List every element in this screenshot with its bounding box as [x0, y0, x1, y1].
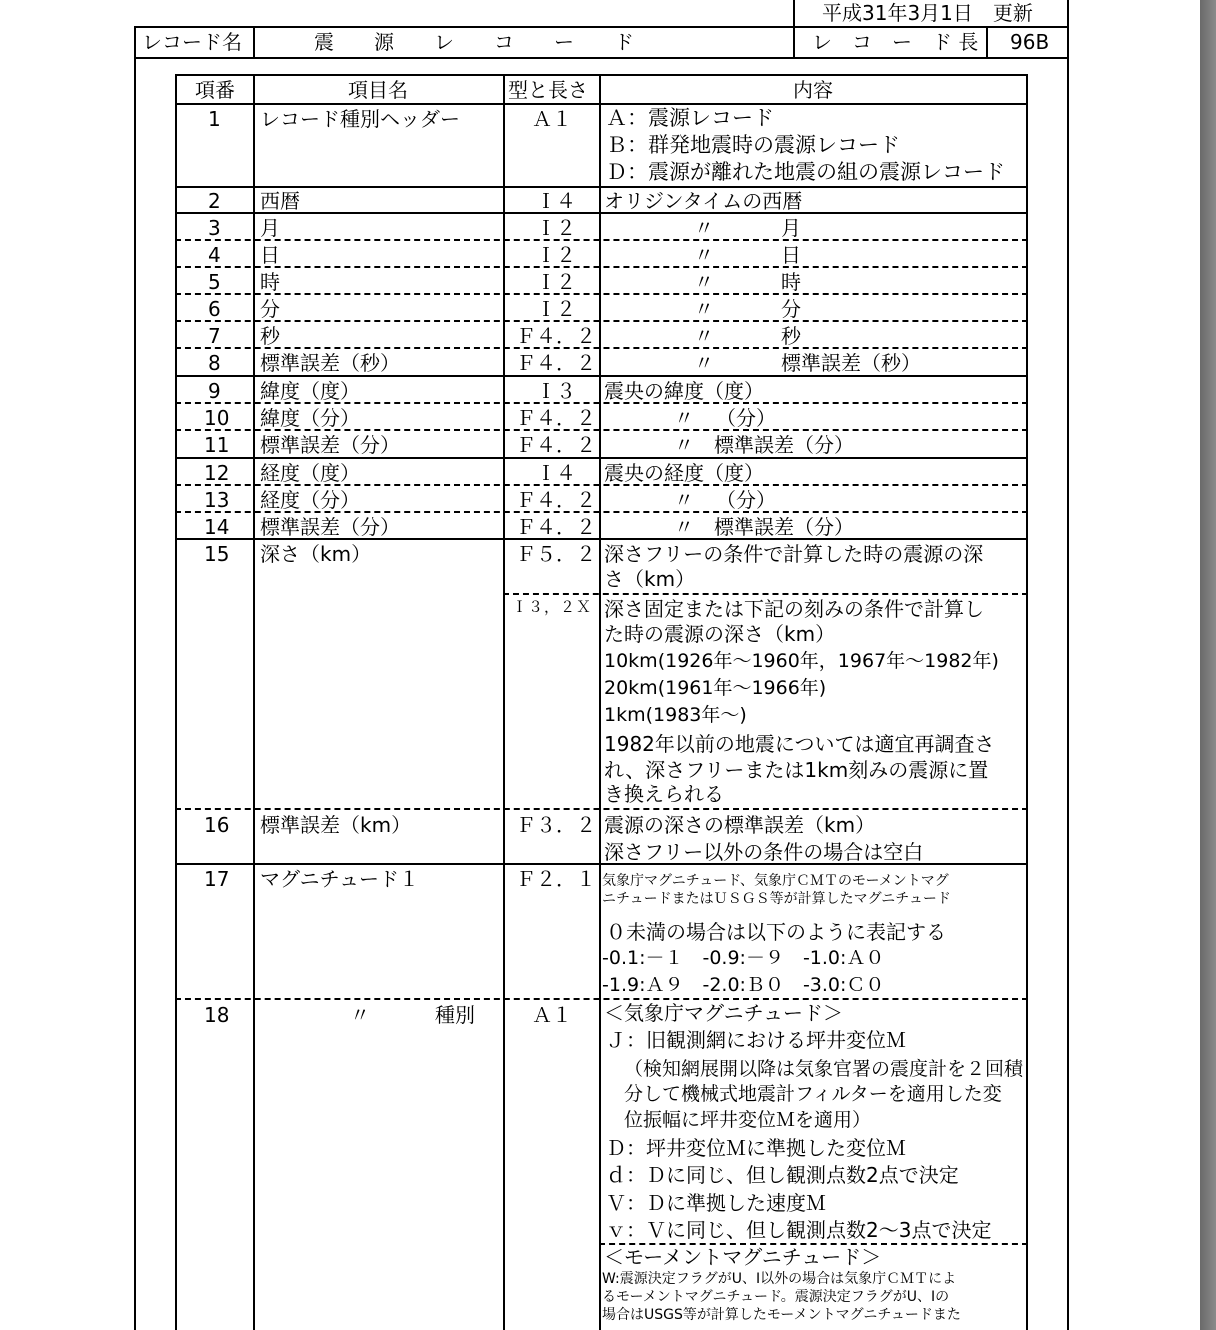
row-content: 深さ固定または下記の刻みの条件で計算し: [604, 597, 984, 621]
row-no: 12: [204, 461, 230, 485]
row-rule-dashed: [503, 593, 1028, 595]
row-type: Ａ１: [532, 1003, 572, 1027]
row-content: -1.9:Ａ９ -2.0:Ｂ０ -3.0:Ｃ０: [602, 974, 885, 996]
row-content: （分）: [716, 406, 776, 430]
row-no: 15: [204, 542, 230, 566]
row-type: Ｉ３: [536, 379, 576, 403]
ditto-mark: 〃: [694, 324, 714, 348]
row-content: 時: [781, 270, 801, 294]
row-rule-dashed: [175, 320, 1028, 322]
row-no: 13: [204, 488, 230, 512]
ditto-mark: 〃: [694, 216, 714, 240]
ditto-mark: 〃: [674, 433, 694, 457]
row-type: Ｉ２: [536, 216, 576, 240]
row-content: オリジンタイムの西暦: [604, 189, 803, 213]
row-type: Ｉ２: [536, 297, 576, 321]
row-rule: [175, 212, 1028, 214]
update-date: 平成31年3月1日 更新: [822, 1, 1033, 25]
row-name: マグニチュード１: [260, 867, 419, 891]
record-length-label: レ コ ー ド 長: [812, 30, 979, 54]
header-rule: [986, 26, 988, 58]
header-rule: [793, 26, 1069, 28]
header-rule: [134, 57, 1069, 59]
row-content: Ｊ：旧観測網における坪井変位Ｍ: [606, 1028, 906, 1052]
row-rule-dashed: [175, 266, 1028, 268]
column-header-no: 項番: [195, 78, 235, 102]
row-name: 分: [260, 297, 280, 321]
row-type: Ｉ４: [536, 461, 576, 485]
row-name: 西暦: [260, 189, 300, 213]
row-rule: [175, 186, 1028, 188]
row-rule-dashed: [175, 808, 1028, 810]
viewer-background: [1200, 0, 1216, 1330]
row-type: Ｉ４: [536, 189, 576, 213]
record-length-value: 96B: [1010, 30, 1050, 54]
ditto-mark: 〃: [694, 297, 714, 321]
row-rule: [175, 457, 1028, 459]
row-content: Ｖ：Ｄに準拠した速度Ｍ: [606, 1191, 826, 1215]
header-rule: [134, 26, 793, 28]
row-content: 標準誤差（秒）: [781, 351, 921, 375]
ditto-mark: 〃: [694, 243, 714, 267]
row-name: 標準誤差（分）: [260, 515, 400, 539]
table-top-rule: [175, 74, 1028, 76]
row-no: 1: [208, 107, 221, 131]
row-name: 種別: [435, 1003, 475, 1027]
row-content: 1km(1983年～): [604, 704, 747, 726]
row-type: Ｆ４．２: [516, 351, 596, 375]
row-no: 17: [204, 867, 230, 891]
row-name: レコード種別ヘッダー: [260, 107, 460, 131]
row-name: 標準誤差（分）: [260, 433, 400, 457]
row-content: 日: [781, 243, 801, 267]
record-name-value: 震 源 レ コ ー ド: [314, 30, 634, 54]
row-content: ０未満の場合は以下のように表記する: [606, 920, 946, 944]
row-rule-dashed: [175, 998, 1028, 1000]
row-rule: [175, 375, 1028, 377]
row-content: 分して機械式地震計フィルターを適用した変: [624, 1083, 1002, 1105]
row-content: ＜気象庁マグニチュード＞: [604, 1001, 843, 1025]
header-rule: [793, 0, 795, 58]
row-name: 標準誤差（km）: [260, 813, 412, 837]
table-col-rule: [253, 74, 255, 1330]
table-col-rule: [599, 74, 601, 1330]
row-content: 深さフリーの条件で計算した時の震源の深: [604, 542, 984, 566]
row-content: るモーメントマグニチュード。震源決定フラグがU、Iの: [602, 1289, 950, 1305]
row-content: 月: [781, 216, 801, 240]
ditto-mark: 〃: [674, 406, 694, 430]
row-content: ｄ：Ｄに同じ、但し観測点数2点で決定: [606, 1163, 959, 1187]
row-content: ＜モーメントマグニチュード＞: [604, 1245, 882, 1269]
row-content: 分: [781, 297, 801, 321]
row-name: 時: [260, 270, 280, 294]
row-content: 震源の深さの標準誤差（km）: [604, 813, 876, 837]
row-no: 9: [208, 379, 221, 403]
row-content: ｖ：Ｖに同じ、但し観測点数2～3点で決定: [606, 1218, 992, 1242]
row-no: 11: [204, 433, 230, 457]
row-type: Ｆ４．２: [516, 406, 596, 430]
row-no: 3: [208, 216, 221, 240]
row-name: 経度（分）: [260, 488, 360, 512]
row-no: 18: [204, 1003, 230, 1027]
row-rule-dashed: [175, 347, 1028, 349]
row-content: Ｄ：震源が離れた地震の組の震源レコード: [606, 160, 1005, 184]
row-content: 1982年以前の地震については適宜再調査さ: [604, 732, 995, 756]
row-no: 10: [204, 406, 230, 430]
row-no: 5: [208, 270, 221, 294]
row-rule-dashed: [175, 239, 1028, 241]
row-content: （検知網展開以降は気象官署の震度計を２回積: [624, 1058, 1024, 1080]
row-content: 震央の緯度（度）: [604, 379, 764, 403]
row-content: さ（km）: [604, 567, 696, 591]
row-no: 8: [208, 351, 221, 375]
ditto-mark: 〃: [674, 488, 694, 512]
row-rule-dashed: [175, 293, 1028, 295]
row-content: W:震源決定フラグがU、I以外の場合は気象庁ＣＭＴによ: [602, 1271, 957, 1287]
page-border-right: [1067, 0, 1069, 1330]
row-content: Ｂ：群発地震時の震源レコード: [606, 133, 900, 157]
row-content: 標準誤差（分）: [714, 433, 854, 457]
row-no: 7: [208, 324, 221, 348]
row-name: 深さ（km）: [260, 542, 372, 566]
column-header-name: 項目名: [348, 78, 408, 102]
row-content: 標準誤差（分）: [714, 515, 854, 539]
row-type: Ｆ２．１: [516, 867, 596, 891]
row-type-alt: Ｉ３，２Ｘ: [512, 598, 593, 616]
row-content: 10km(1926年～1960年，1967年～1982年): [604, 650, 999, 672]
row-content: 深さフリー以外の条件の場合は空白: [604, 840, 924, 864]
row-name: 月: [260, 216, 280, 240]
row-type: Ｉ２: [536, 243, 576, 267]
table-col-rule: [175, 74, 177, 1330]
ditto-mark: 〃: [350, 1003, 370, 1027]
row-content: 場合はUSGS等が計算したモーメントマグニチュードまた: [602, 1307, 961, 1323]
row-content: 秒: [781, 324, 801, 348]
row-no: 14: [204, 515, 230, 539]
ditto-mark: 〃: [694, 351, 714, 375]
row-content: （分）: [716, 488, 776, 512]
record-name-label: レコード名: [142, 30, 242, 54]
header-rule: [253, 26, 255, 58]
row-type: Ｉ２: [536, 270, 576, 294]
row-name: 標準誤差（秒）: [260, 351, 400, 375]
row-type: Ｆ３．２: [516, 813, 596, 837]
row-content: 震央の経度（度）: [604, 461, 764, 485]
table-header-rule: [175, 103, 1028, 105]
table-col-rule: [503, 74, 505, 1330]
row-type: Ｆ４．２: [516, 324, 596, 348]
row-name: 緯度（度）: [260, 379, 360, 403]
row-content: Ｄ：坪井変位Ｍに準拠した変位Ｍ: [606, 1136, 906, 1160]
row-type: Ｆ４．２: [516, 433, 596, 457]
row-name: 秒: [260, 324, 280, 348]
row-content: 20km(1961年～1966年): [604, 677, 827, 699]
row-name: 経度（度）: [260, 461, 360, 485]
column-header-content: 内容: [793, 78, 833, 102]
row-type: Ａ１: [532, 107, 572, 131]
table-col-rule: [1026, 74, 1028, 1330]
row-content: -0.1:－１ -0.9:－９ -1.0:Ａ０: [602, 947, 885, 969]
row-type: Ｆ４．２: [516, 515, 596, 539]
ditto-mark: 〃: [694, 270, 714, 294]
row-content: 気象庁マグニチュード、気象庁ＣＭＴのモーメントマグ: [602, 873, 949, 889]
row-no: 4: [208, 243, 221, 267]
page-border-left: [134, 26, 136, 1330]
row-type: Ｆ５．２: [516, 542, 596, 566]
row-no: 16: [204, 813, 230, 837]
row-name: 日: [260, 243, 280, 267]
row-content: ニチュードまたはＵＳＧＳ等が計算したマグニチュード: [602, 891, 951, 907]
ditto-mark: 〃: [674, 515, 694, 539]
row-no: 2: [208, 189, 221, 213]
row-content: れ、深さフリーまたは1km刻みの震源に置: [604, 758, 989, 782]
column-header-type: 型と長さ: [508, 78, 588, 102]
row-type: Ｆ４．２: [516, 488, 596, 512]
row-content: き換えられる: [604, 782, 724, 806]
row-content: Ａ：震源レコード: [606, 106, 774, 130]
row-name: 緯度（分）: [260, 406, 360, 430]
row-no: 6: [208, 297, 221, 321]
row-content: 位振幅に坪井変位Ｍを適用）: [624, 1109, 872, 1131]
row-content: た時の震源の深さ（km）: [604, 622, 836, 646]
